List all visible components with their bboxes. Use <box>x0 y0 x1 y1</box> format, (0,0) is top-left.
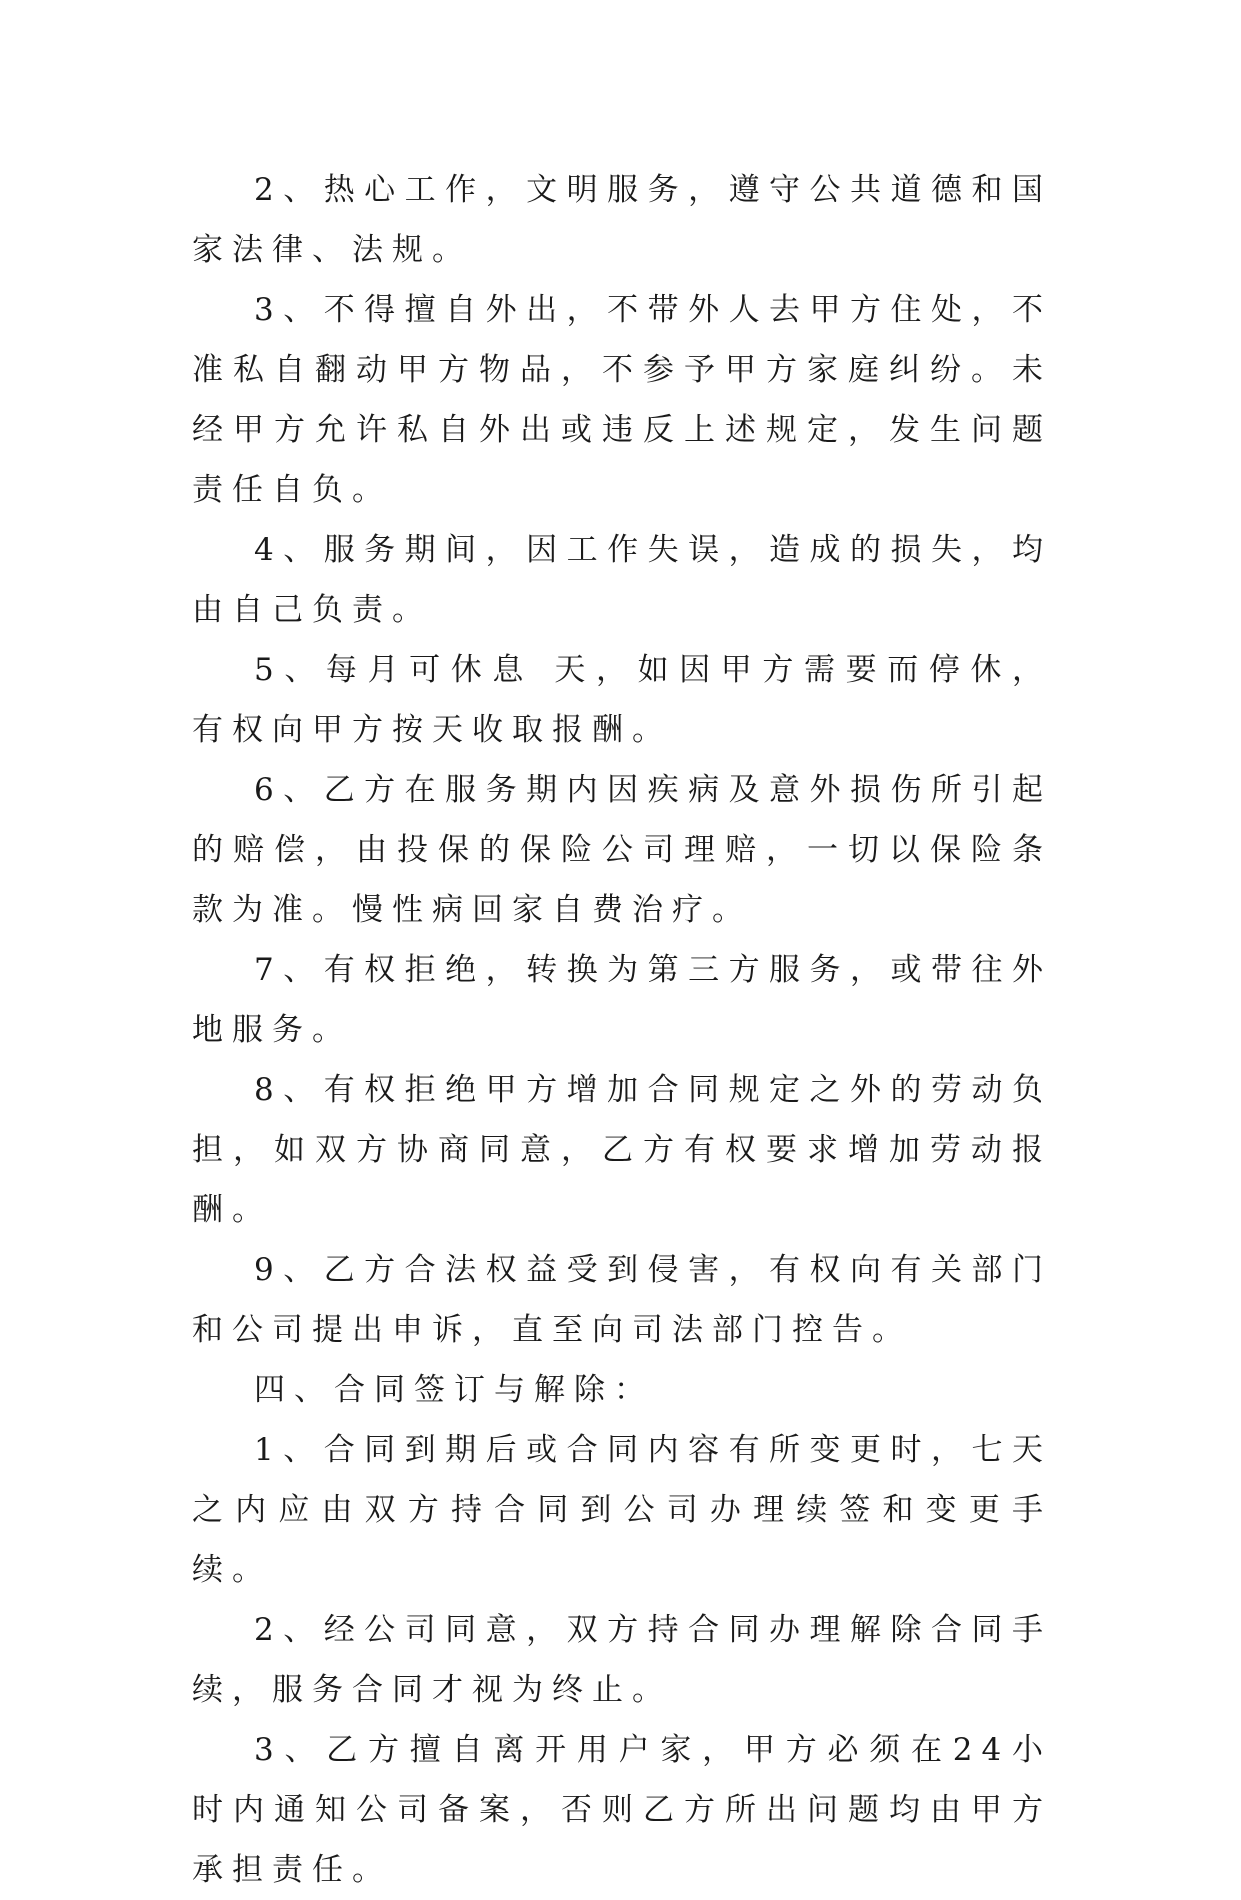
paragraph-item-8-extra-labor: 8、有权拒绝甲方增加合同规定之外的劳动负担，如双方协商同意，乙方有权要求增加劳动报酬。 <box>192 1072 1052 1228</box>
paragraph-item-6-insurance: 6、乙方在服务期内因疾病及意外损伤所引起的赔偿，由投保的保险公司理赔，一切以保险条款为准。慢性病回家自费治疗。 <box>192 772 1052 928</box>
paragraph-item-2-duty: 2、热心工作，文明服务，遵守公共道德和国家法律、法规。 <box>192 172 1052 268</box>
paragraph-item-7-refuse-transfer: 7、有权拒绝，转换为第三方服务，或带往外地服务。 <box>192 952 1052 1048</box>
paragraph-item-4-liability: 4、服务期间，因工作失误，造成的损失，均由自己负责。 <box>192 532 1052 628</box>
paragraph-item-9-complaint: 9、乙方合法权益受到侵害，有权向有关部门和公司提出申诉，直至向司法部门控告。 <box>192 1252 1052 1348</box>
paragraph-item-3-leaving: 3、乙方擅自离开用户家，甲方必须在24小时内通知公司备案，否则乙方所出问题均由甲方承担责任。 <box>192 1732 1052 1888</box>
document-body <box>192 160 1052 1900</box>
section-heading-contract-termination: 四、合同签订与解除： <box>254 1372 654 1408</box>
paragraph-item-5-rest-days: 5、每月可休息 天，如因甲方需要而停休，有权向甲方按天收取报酬。 <box>192 652 1052 748</box>
paragraph-item-2-termination: 2、经公司同意，双方持合同办理解除合同手续，服务合同才视为终止。 <box>192 1612 1052 1708</box>
paragraph-item-1-renewal: 1、合同到期后或合同内容有所变更时，七天之内应由双方持合同到公司办理续签和变更手续。 <box>192 1432 1052 1588</box>
paragraph-item-3-conduct: 3、不得擅自外出，不带外人去甲方住处，不准私自翻动甲方物品，不参予甲方家庭纠纷。未经甲方允许私自外出或违反上述规定，发生问题责任自负。 <box>192 292 1052 508</box>
